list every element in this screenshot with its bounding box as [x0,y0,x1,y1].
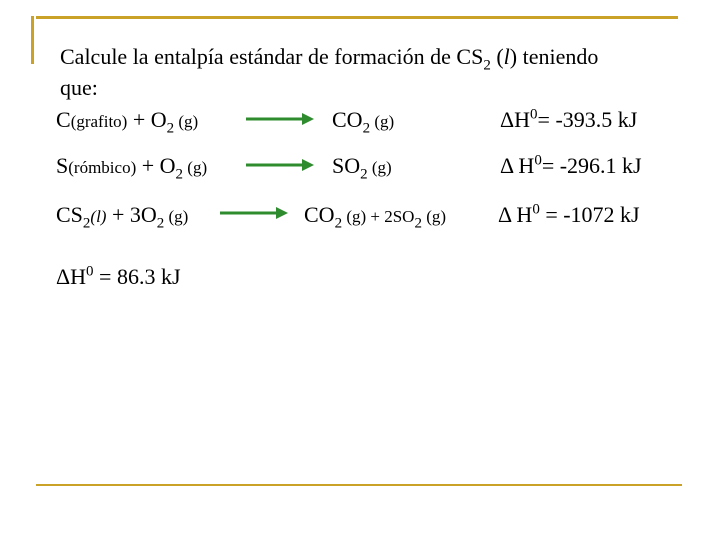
top-rule [36,16,678,19]
reaction-2-arrow [246,158,314,172]
reaction-1-products: $CO_2$ (g) [332,107,395,137]
answer-enthalpy: $\Delta H^0 = 86.3$ kJ [56,263,181,289]
reaction-3-reactants: $CS_2(l) + 3O_2$ (g) [56,202,189,232]
reaction-2-reactants: S(rómbico) + $O_2$ (g) [56,153,208,183]
reaction-2-enthalpy: Δ $H^0= -296.1$ kJ [500,152,642,178]
reaction-3-products: $CO_2$ $(g) + 2SO_2$ (g) [304,202,447,232]
intro-line-1: Calcule la entalpía estándar de formación de $CS_2$ (l) teniendo [60,44,599,74]
reaction-3-arrow [220,206,288,220]
left-rule [31,16,34,64]
intro-line-2: que: [60,75,98,100]
reaction-3-enthalpy: Δ $H^0 = -1072$ kJ [498,201,640,227]
reaction-1-enthalpy: $\Delta H^0= -393.5$ kJ [500,106,638,132]
reaction-2-products: $SO_2$ (g) [332,153,392,183]
bottom-rule [36,484,682,486]
reaction-1-reactants: C(grafito) + $O_2$ (g) [56,107,199,137]
reaction-1-arrow [246,112,314,126]
